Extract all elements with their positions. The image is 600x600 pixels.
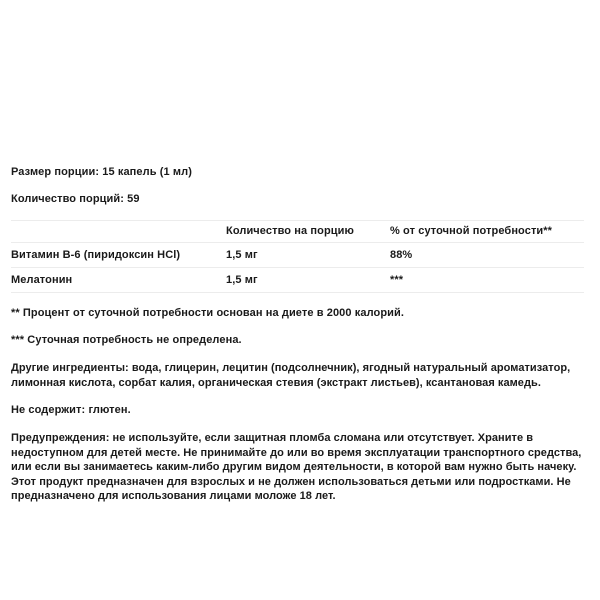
- column-header-nutrient: [11, 221, 226, 243]
- column-header-daily-value: % от суточной потребности**: [390, 221, 584, 243]
- supplement-facts-content: [11, 166, 584, 504]
- table-body: [11, 243, 584, 293]
- nutrient-amount: 1,5 мг: [226, 243, 390, 268]
- serving-size-line: Размер порции: 15 капель (1 мл): [11, 166, 192, 178]
- footnote-daily-value-not-established: *** Суточная потребность не определена.: [11, 334, 242, 346]
- table-row: [11, 268, 584, 293]
- supplement-facts-table: [11, 220, 584, 293]
- nutrient-name: Витамин B-6 (пиридоксин HCl): [11, 243, 226, 268]
- nutrient-name: Мелатонин: [11, 268, 226, 293]
- nutrient-amount: 1,5 мг: [226, 268, 390, 293]
- other-ingredients-paragraph: Другие ингредиенты: вода, глицерин, лецитин (подсолнечник), ягодный натуральный ароматизатор, лимонная кислота, сорбат калия, органическая стевия (экстракт листьев), ксантановая камедь.: [11, 362, 571, 389]
- warnings-paragraph: Предупреждения: не используйте, если защитная пломба сломана или отсутствует. Храните в недоступном для детей месте. Не принимайте до или во время эксплуатации транспортного средства, или если вы занимаетесь каким-либо другим видом деятельности, в которой вам нужно быть начеку. Этот продукт предназначен для взрослых и не должен использоваться детьми или подростками. Не предназначено для использования лицами моложе 18 лет.: [11, 432, 582, 502]
- table-header: [11, 221, 584, 243]
- table-row: [11, 243, 584, 268]
- servings-per-container-line: Количество порций: 59: [11, 193, 140, 205]
- nutrient-daily-value: 88%: [390, 243, 584, 268]
- column-header-amount-per-serving: Количество на порцию: [226, 221, 390, 243]
- nutrient-daily-value: ***: [390, 268, 584, 293]
- footnote-daily-value-basis: ** Процент от суточной потребности основан на диете в 2000 калорий.: [11, 307, 405, 319]
- table-header-row: [11, 221, 584, 243]
- free-from-paragraph: Не содержит: глютен.: [11, 404, 131, 416]
